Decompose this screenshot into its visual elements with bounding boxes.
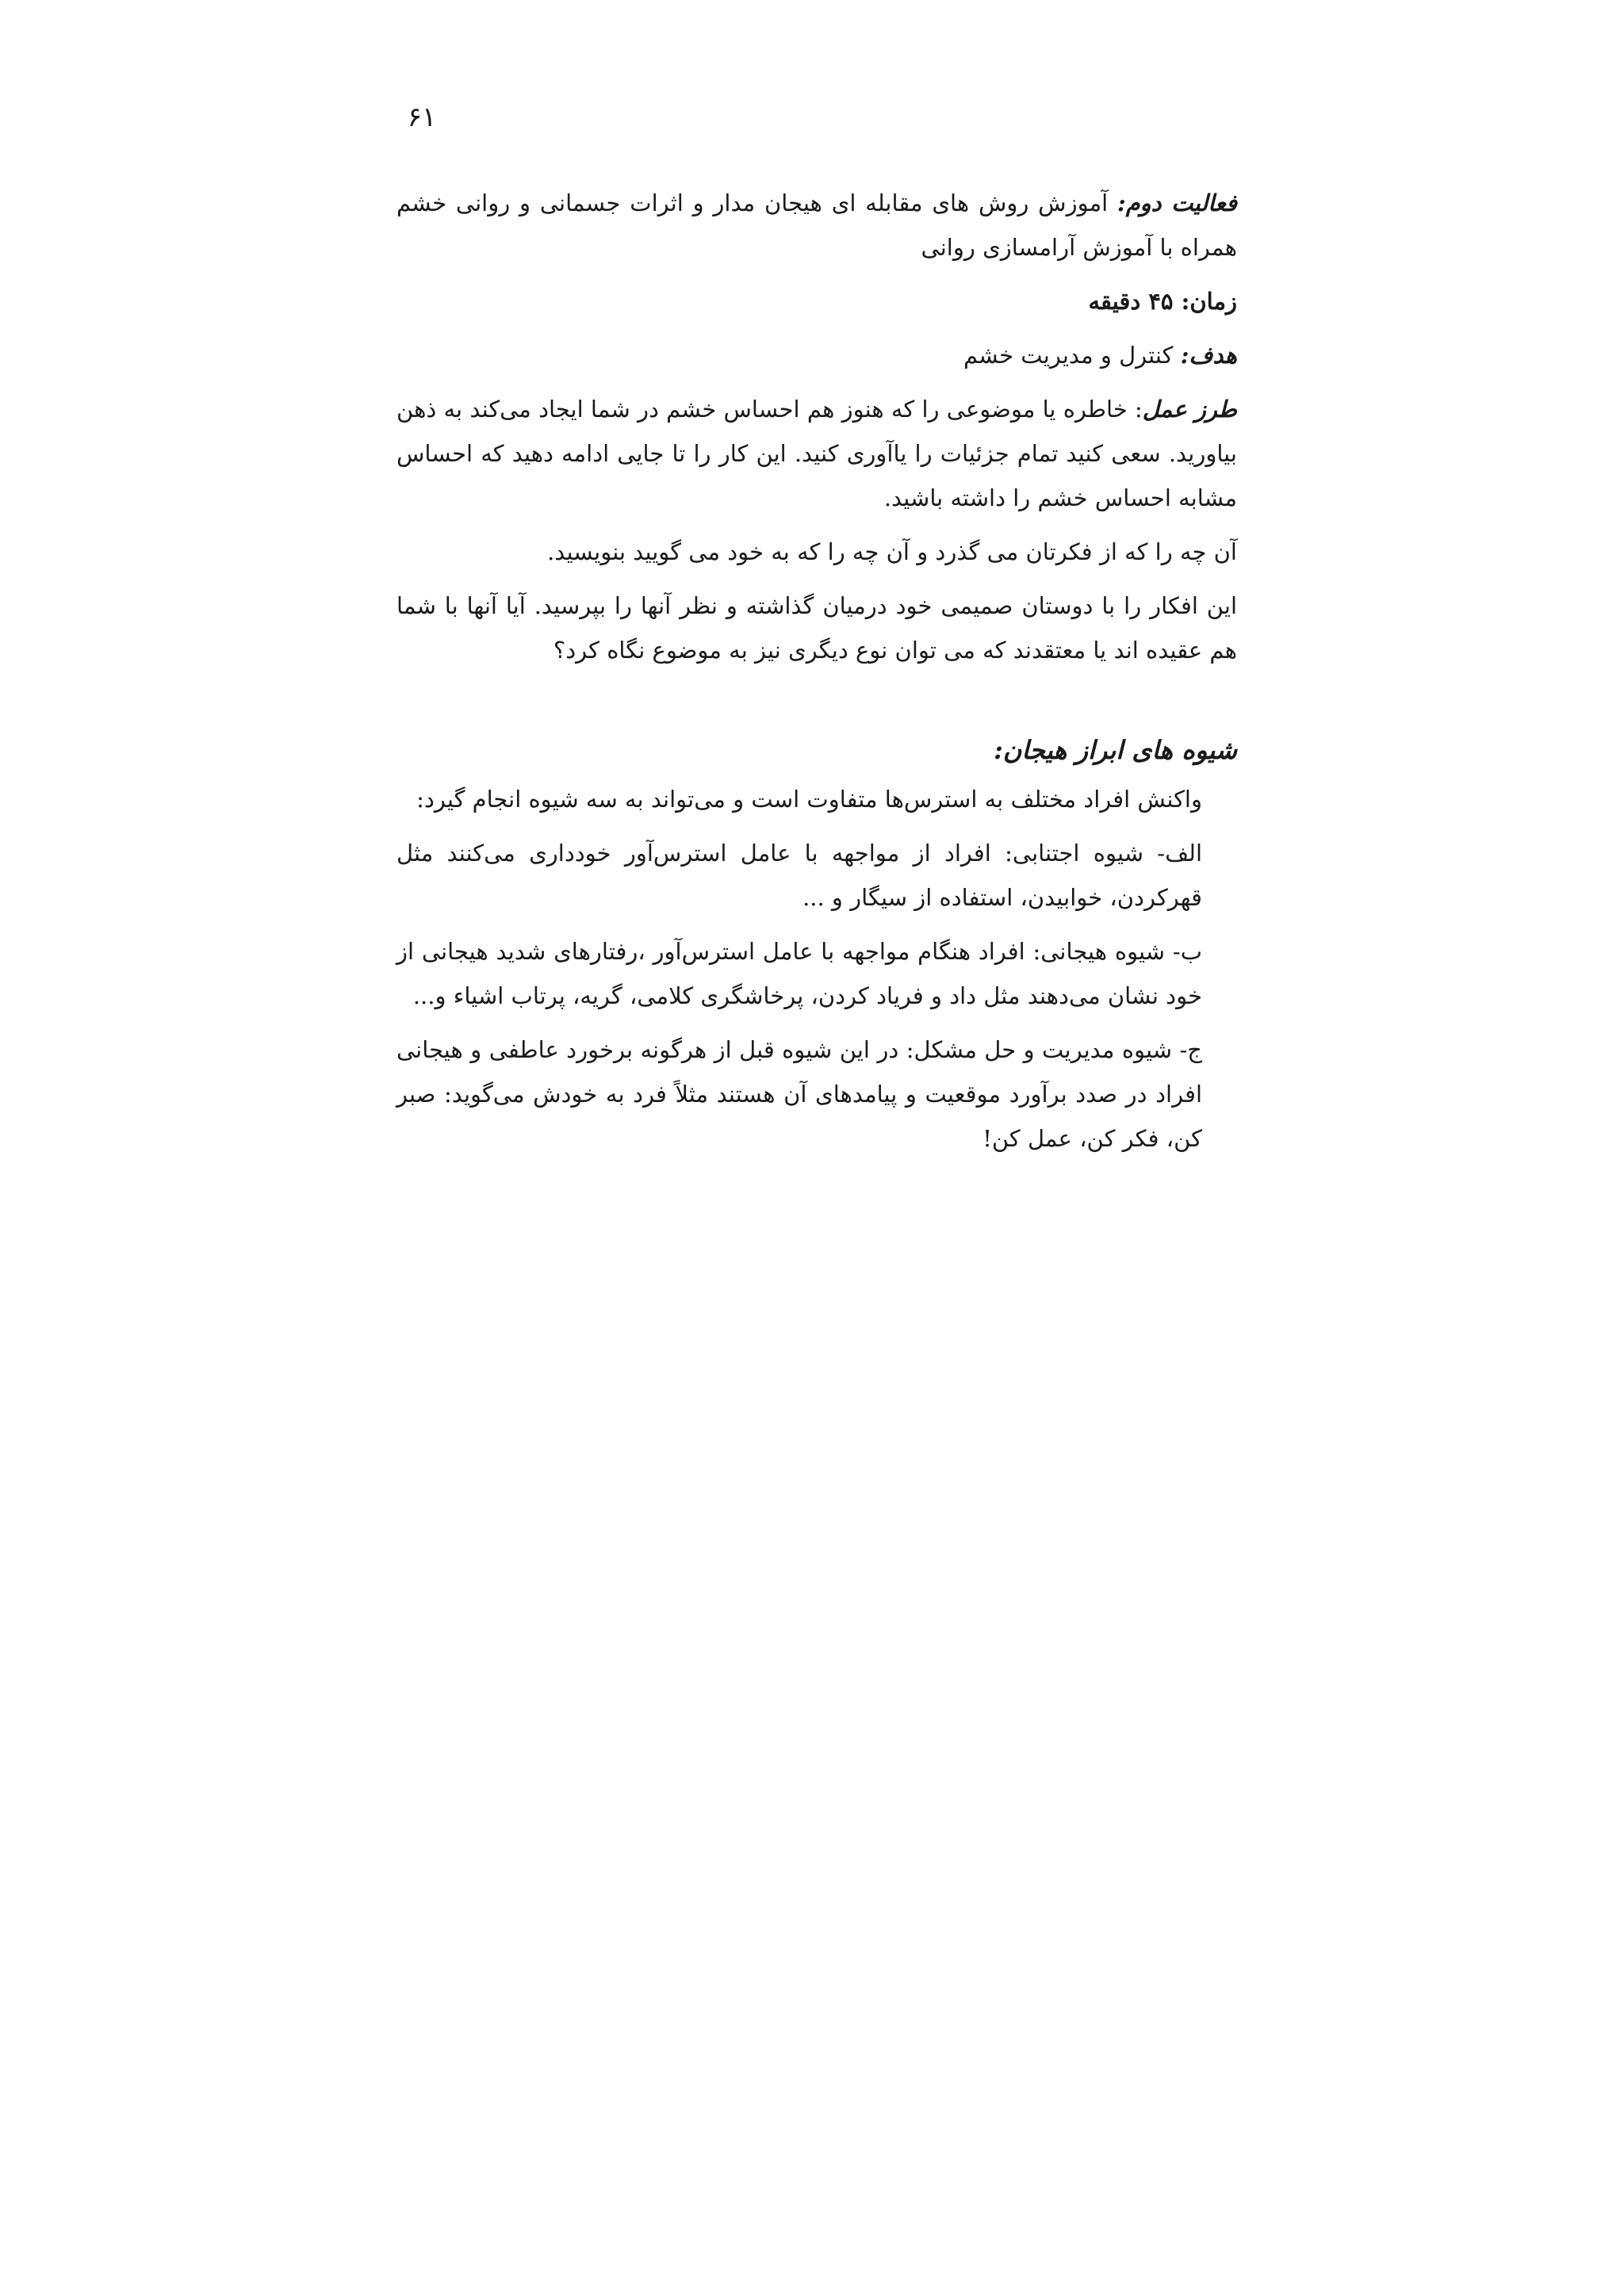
activity-title-label: فعالیت دوم: [1116, 189, 1237, 216]
step-share: این افکار را با دوستان صمیمی خود درمیان گذاشته و نظر آنها را بپرسید. آیا آنها با شما هم عقیده اند یا معتقدند که می توان نوع دیگری نیز به موضوع نگاه کرد؟ [396, 592, 1237, 664]
section-heading: شیوه های ابراز هیجان: [994, 735, 1237, 765]
method-label: طرز عمل [1142, 396, 1237, 423]
goal-text: کنترل و مدیریت خشم [963, 342, 1181, 369]
section-intro: واکنش افراد مختلف به استرس‌ها متفاوت است و می‌تواند به سه شیوه انجام گیرد: [416, 786, 1202, 813]
activity-goal [396, 333, 1237, 377]
activity-title-text: آموزش روش های مقابله ای هیجان مدار و اثرات جسمانی و روانی خشم همراه با آموزش آرامسازی روانی [396, 189, 1237, 261]
method-text: : خاطره یا موضوعی را که هنوز هم احساس خشم در شما ایجاد می‌کند به ذهن بیاورید. سعی کنید تمام جزئیات را یاآوری کنید. این کار را تا جایی ادامه دهید که احساس مشابه احساس خشم را داشته باشید. [396, 396, 1237, 511]
goal-label: هدف: [1180, 342, 1237, 369]
time-label: زمان: [1181, 288, 1237, 315]
page-body [396, 181, 1237, 1170]
page-number: ۶۱ [407, 101, 437, 133]
list-item-avoidant: الف- شیوه اجتنابی: افراد از مواجهه با عامل استرس‌آور خودداری می‌کنند مثل قهرکردن، خوابیدن، استفاده از سیگار و ... [396, 840, 1202, 911]
list-item-problem-solving: ج- شیوه مدیریت و حل مشکل: در این شیوه قبل از هرگونه برخورد عاطفی و هیجانی افراد در صدد برآورد موقعیت و پیامدهای آن هستند مثلاً فرد به خودش می‌گوید: صبر کن، فکر کن، عمل کن! [396, 1036, 1202, 1152]
section-spacer [396, 682, 1237, 728]
time-value: ۴۵ دقیقه [1088, 288, 1182, 315]
activity-method [396, 387, 1237, 520]
step-write: آن چه را که از فکرتان می گذرد و آن چه را که به خود می گویید بنویسید. [547, 538, 1237, 565]
activity-time [396, 279, 1237, 323]
list-item-emotional: ب- شیوه هیجانی: افراد هنگام مواجهه با عامل استرس‌آور ،رفتارهای شدید هیجانی از خود نشان می‌دهند مثل داد و فریاد کردن، پرخاشگری کلامی، گریه، پرتاب اشیاء و... [396, 938, 1202, 1009]
activity-title [396, 181, 1237, 270]
